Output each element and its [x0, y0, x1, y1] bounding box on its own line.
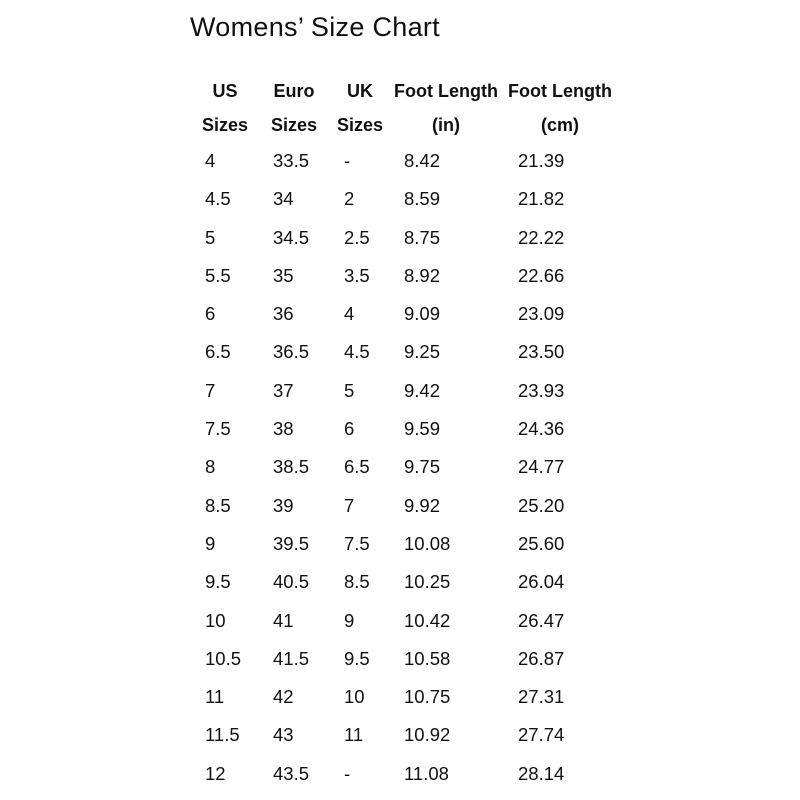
- table-row: [0, 755, 800, 793]
- foot-length-in-cell: 9.92: [404, 494, 441, 516]
- foot-length-in-cell: 9.25: [404, 341, 441, 363]
- us-size-cell: 10: [205, 609, 226, 631]
- us-size-cell: 9.5: [205, 571, 231, 593]
- foot-length-cm-cell: 24.77: [518, 456, 565, 478]
- us-size-cell: 11: [205, 686, 225, 708]
- foot-length-in-cell: 9.75: [404, 456, 441, 478]
- euro-size-cell: 37: [273, 379, 294, 401]
- header-foot-length-in: [390, 74, 502, 142]
- foot-length-cm-cell: 26.04: [518, 571, 565, 593]
- table-body: [0, 142, 800, 793]
- table-row: [0, 333, 800, 371]
- header-line: Foot Length: [508, 81, 612, 101]
- us-size-cell: 7.5: [205, 418, 231, 440]
- euro-size-cell: 40.5: [273, 571, 310, 593]
- euro-size-cell: 33.5: [273, 150, 310, 171]
- us-size-cell: 11.5: [205, 724, 240, 746]
- foot-length-cm-cell: 25.20: [518, 494, 565, 516]
- foot-length-cm-cell: 23.93: [518, 379, 565, 401]
- foot-length-cm-cell: 22.22: [518, 226, 565, 248]
- uk-size-cell: 7: [344, 494, 355, 516]
- table-row: [0, 180, 800, 218]
- us-size-cell: 10.5: [205, 647, 242, 669]
- foot-length-cm-cell: 26.47: [518, 609, 565, 631]
- us-size-cell: 5.5: [205, 264, 231, 286]
- foot-length-in-cell: 10.08: [404, 532, 451, 554]
- header-line: Sizes: [336, 115, 384, 135]
- table-row: [0, 257, 800, 295]
- euro-size-cell: 38.5: [273, 456, 310, 478]
- us-size-cell: 6: [205, 303, 216, 325]
- us-size-cell: 4: [205, 150, 216, 171]
- foot-length-in-cell: 9.09: [404, 303, 441, 325]
- foot-length-cm-cell: 24.36: [518, 418, 565, 440]
- table-row: [0, 640, 800, 678]
- foot-length-in-cell: 10.75: [404, 686, 451, 708]
- euro-size-cell: 35: [273, 264, 294, 286]
- foot-length-in-cell: 10.58: [404, 647, 451, 669]
- euro-size-cell: 36.5: [273, 341, 310, 363]
- uk-size-cell: 4.5: [344, 341, 370, 363]
- foot-length-cm-cell: 28.14: [518, 762, 565, 784]
- uk-size-cell: 2: [344, 188, 355, 210]
- foot-length-cm-cell: 22.66: [518, 264, 565, 286]
- uk-size-cell: 4: [344, 303, 355, 325]
- table-row: [0, 525, 800, 563]
- us-size-cell: 12: [205, 762, 226, 784]
- table-row: [0, 602, 800, 640]
- foot-length-in-cell: 8.42: [404, 150, 441, 171]
- foot-length-in-cell: 11.08: [404, 762, 449, 784]
- table-row: [0, 372, 800, 410]
- foot-length-in-cell: 8.75: [404, 226, 441, 248]
- header-uk-sizes: [332, 74, 388, 142]
- table-row: [0, 142, 800, 180]
- us-size-cell: 8.5: [205, 494, 231, 516]
- foot-length-in-cell: 10.92: [404, 724, 451, 746]
- header-line: US: [212, 81, 238, 101]
- euro-size-cell: 43: [273, 724, 294, 746]
- page-title: Womens’ Size Chart: [190, 12, 440, 42]
- uk-size-cell: 8.5: [344, 571, 370, 593]
- foot-length-cm-cell: 27.31: [518, 686, 565, 708]
- uk-size-cell: 5: [344, 379, 355, 401]
- table-row: [0, 410, 800, 448]
- foot-length-cm-cell: 21.39: [518, 150, 565, 171]
- uk-size-cell: 10: [344, 686, 365, 708]
- us-size-cell: 4.5: [205, 188, 231, 210]
- foot-length-in-cell: 8.92: [404, 264, 441, 286]
- foot-length-in-cell: 10.42: [404, 609, 451, 631]
- foot-length-in-cell: 9.42: [404, 379, 441, 401]
- uk-size-cell: 11: [344, 724, 364, 746]
- uk-size-cell: 2.5: [344, 226, 370, 248]
- table-row: [0, 716, 800, 754]
- uk-size-cell: 9: [344, 609, 355, 631]
- euro-size-cell: 41.5: [273, 647, 310, 669]
- euro-size-cell: 42: [273, 686, 294, 708]
- foot-length-cm-cell: 23.09: [518, 303, 565, 325]
- header-euro-sizes: [266, 74, 322, 142]
- foot-length-in-cell: 8.59: [404, 188, 441, 210]
- foot-length-cm-cell: 21.82: [518, 188, 565, 210]
- foot-length-cm-cell: 27.74: [518, 724, 565, 746]
- euro-size-cell: 34.5: [273, 226, 310, 248]
- table-row: [0, 678, 800, 716]
- foot-length-cm-cell: 26.87: [518, 647, 565, 669]
- uk-size-cell: 6: [344, 418, 355, 440]
- foot-length-cm-cell: 23.50: [518, 341, 565, 363]
- foot-length-in-cell: 9.59: [404, 418, 441, 440]
- us-size-cell: 8: [205, 456, 216, 478]
- euro-size-cell: 38: [273, 418, 294, 440]
- header-line: Foot Length: [394, 81, 498, 101]
- header-line: Sizes: [270, 115, 318, 135]
- table-row: [0, 487, 800, 525]
- table-header: [0, 74, 800, 138]
- euro-size-cell: 39.5: [273, 532, 310, 554]
- uk-size-cell: 3.5: [344, 264, 370, 286]
- euro-size-cell: 43.5: [273, 762, 310, 784]
- table-row: [0, 448, 800, 486]
- header-line: (in): [432, 115, 460, 135]
- header-line: Euro: [273, 81, 315, 101]
- header-line: (cm): [540, 115, 579, 135]
- header-us-sizes: [198, 74, 252, 142]
- header-line: UK: [347, 81, 373, 101]
- us-size-cell: 7: [205, 379, 216, 401]
- foot-length-cm-cell: 25.60: [518, 532, 565, 554]
- header-foot-length-cm: [504, 74, 616, 142]
- us-size-cell: 9: [205, 532, 216, 554]
- uk-size-cell: -: [344, 762, 351, 784]
- uk-size-cell: 6.5: [344, 456, 370, 478]
- uk-size-cell: 7.5: [344, 532, 370, 554]
- header-line: Sizes: [201, 115, 249, 135]
- euro-size-cell: 41: [273, 609, 294, 631]
- foot-length-in-cell: 10.25: [404, 571, 451, 593]
- uk-size-cell: -: [344, 150, 351, 171]
- table-row: [0, 295, 800, 333]
- uk-size-cell: 9.5: [344, 647, 370, 669]
- euro-size-cell: 34: [273, 188, 294, 210]
- us-size-cell: 5: [205, 226, 216, 248]
- table-row: [0, 563, 800, 601]
- us-size-cell: 6.5: [205, 341, 231, 363]
- euro-size-cell: 39: [273, 494, 294, 516]
- table-row: [0, 219, 800, 257]
- euro-size-cell: 36: [273, 303, 294, 325]
